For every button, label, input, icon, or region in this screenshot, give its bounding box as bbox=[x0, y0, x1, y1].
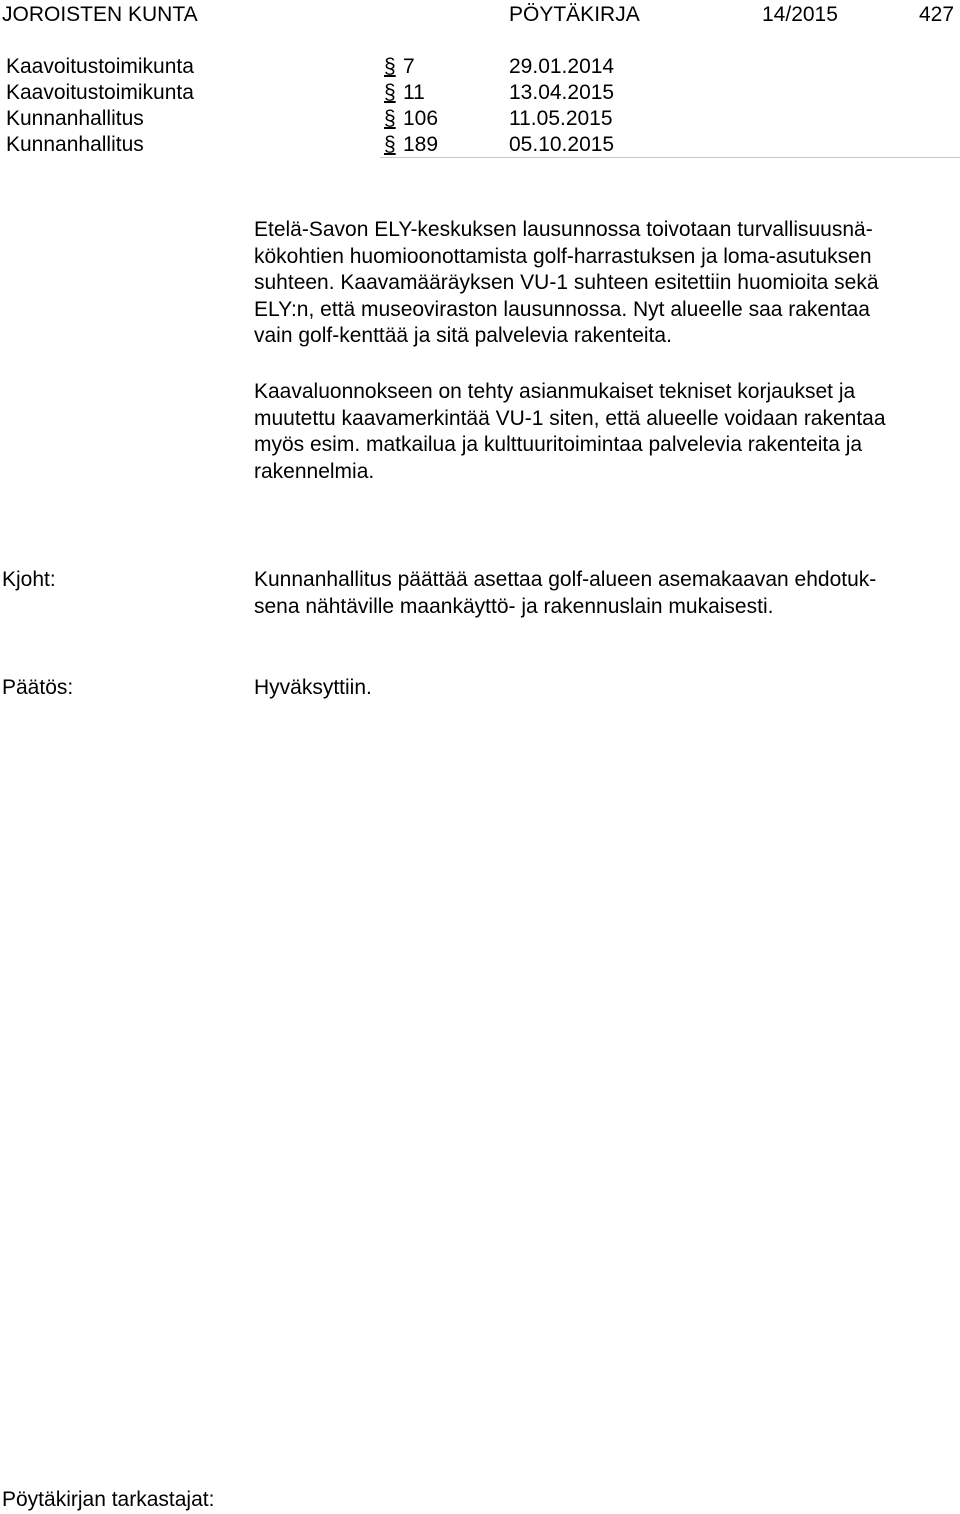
reference-row bbox=[0, 132, 960, 158]
proposal-line: sena nähtäville maankäyttö- ja rakennuslain mukaisesti. bbox=[254, 594, 774, 618]
document-number: 14/2015 bbox=[762, 3, 838, 26]
reference-section: 189 bbox=[403, 133, 439, 156]
paragraph-line: myös esim. matkailua ja kulttuuritoimintaa palvelevia rakenteita ja bbox=[254, 433, 863, 456]
decision-text bbox=[254, 675, 954, 702]
reference-date: 13.04.2015 bbox=[509, 81, 615, 104]
municipality-name: JOROISTEN KUNTA bbox=[2, 3, 198, 26]
reference-body: Kaavoitustoimikunta bbox=[6, 81, 194, 104]
reviewers-label: Pöytäkirjan tarkastajat: bbox=[2, 1488, 215, 1511]
paragraph-line: suhteen. Kaavamääräyksen VU-1 suhteen esitettiin huomioita sekä bbox=[254, 271, 879, 294]
reference-row bbox=[0, 106, 960, 132]
reference-section: 7 bbox=[403, 55, 415, 78]
section-mark-icon: § bbox=[384, 81, 396, 104]
reference-row bbox=[0, 54, 960, 80]
reference-date: 29.01.2014 bbox=[509, 55, 615, 78]
page-number: 427 bbox=[919, 3, 955, 26]
proposal-text bbox=[254, 567, 954, 620]
section-mark-icon: § bbox=[384, 55, 396, 78]
paragraph-line: muutettu kaavamerkintää VU-1 siten, että alueelle voidaan rakentaa bbox=[254, 406, 886, 430]
reference-section: 106 bbox=[403, 107, 439, 130]
reference-section: 11 bbox=[403, 81, 425, 104]
section-mark-icon: § bbox=[384, 107, 396, 130]
paragraph-line: Etelä-Savon ELY-keskuksen lausunnossa toivotaan turvallisuusnä- bbox=[254, 218, 873, 241]
reference-date: 11.05.2015 bbox=[509, 107, 613, 130]
paragraph-line: rakennelmia. bbox=[254, 459, 375, 483]
paragraph-line: ELY:n, että museoviraston lausunnossa. Nyt alueelle saa rakentaa bbox=[254, 297, 870, 321]
decision-line: Hyväksyttiin. bbox=[254, 676, 372, 699]
reference-body: Kunnanhallitus bbox=[6, 107, 144, 130]
body-paragraph bbox=[254, 379, 954, 485]
reference-body: Kunnanhallitus bbox=[6, 133, 144, 156]
paragraph-line: Kaavaluonnokseen on tehty asianmukaiset tekniset korjaukset ja bbox=[254, 380, 856, 403]
section-mark-icon: § bbox=[384, 133, 396, 156]
header-divider bbox=[380, 157, 960, 158]
paragraph-line: vain golf-kenttää ja sitä palvelevia rakenteita. bbox=[254, 324, 672, 347]
decision-label: Päätös: bbox=[2, 676, 74, 699]
document-type: PÖYTÄKIRJA bbox=[509, 3, 640, 26]
reference-body: Kaavoitustoimikunta bbox=[6, 55, 194, 78]
proposal-line: Kunnanhallitus päättää asettaa golf-alueen asemakaavan ehdotuk- bbox=[254, 568, 877, 591]
paragraph-line: kökohtien huomioonottamista golf-harrastuksen ja loma-asutuksen bbox=[254, 244, 872, 268]
reference-row bbox=[0, 80, 960, 106]
proposal-label: Kjoht: bbox=[2, 568, 56, 591]
reference-date: 05.10.2015 bbox=[509, 133, 615, 156]
page-header bbox=[0, 2, 960, 28]
body-paragraph bbox=[254, 217, 954, 350]
